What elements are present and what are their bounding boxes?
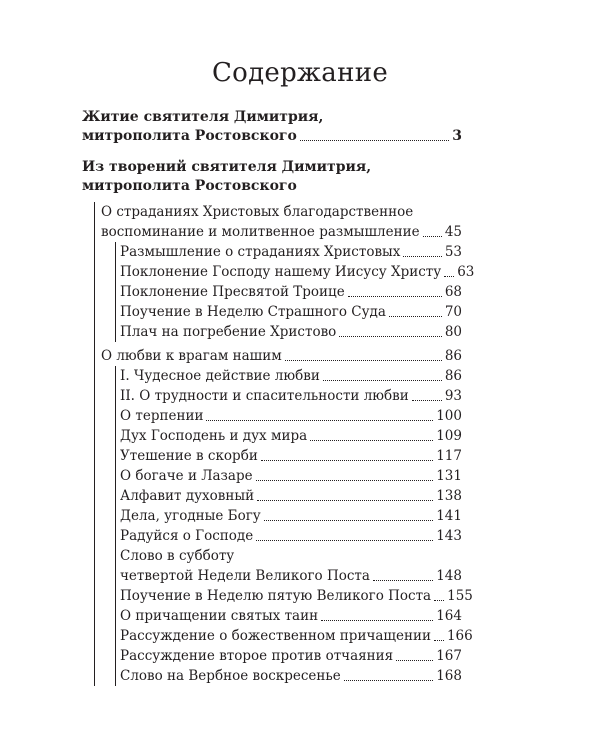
toc-entry [116,446,462,466]
toc-entry-label: Плач на погребение Христово [120,324,337,340]
dot-leader [444,276,454,277]
toc-page-number: 93 [444,388,462,404]
toc-page-number: 167 [436,648,462,664]
toc-page-number: 143 [436,528,462,544]
toc-entry-label: Поклонение Пресвятой Троице [120,284,345,300]
dot-leader [434,600,444,601]
toc-page-number: 155 [447,588,473,604]
dot-leader [257,500,433,501]
toc-entry-label: четвертой Недели Великого Поста [120,568,370,584]
toc-section-heading: Житие святителя Димитрия, [82,109,324,125]
toc-entry [116,566,462,586]
toc-section-heading: митрополита Ростовского [82,178,297,194]
toc-entry-label: Поучение в Неделю пятую Великого Поста [120,588,432,604]
toc-entry [101,346,462,366]
dot-leader [344,680,433,681]
toc-page-number: 100 [436,408,462,424]
dot-leader [348,296,442,297]
toc-group-heading: О страданиях Христовых благодарственное [101,204,414,220]
toc-entry [116,386,462,406]
toc-entry [116,322,462,342]
toc-entry-label: Радуйся о Господе [120,528,254,544]
toc-entry [116,626,473,646]
toc-page-number: 131 [436,468,462,484]
toc-entry [116,366,462,386]
toc-entry-label: воспоминание и молитвенное размышление [101,224,420,240]
dot-leader [373,580,433,581]
toc-entry-label: Рассуждение второе против отчаяния [120,648,394,664]
dot-leader [339,336,442,337]
toc-entry-label: Дух Господень и дух мира [120,428,308,444]
dot-leader [396,660,433,661]
toc-page-number: 164 [436,608,462,624]
dot-leader [261,460,433,461]
toc-subgroup-bracket [115,366,473,686]
toc-section-heading: Из творений святителя Димитрия, [82,159,372,175]
dot-leader [264,520,434,521]
toc-page-number: 68 [444,284,462,300]
toc-entry [82,127,462,146]
toc-entry [116,526,462,546]
dot-leader [256,540,433,541]
toc-entry-label: II. О трудности и спасительности любви [120,388,409,404]
toc-entry-label: Рассуждение о божественном причащении [120,628,431,644]
toc-page-number: 80 [444,324,462,340]
toc-page-number: 148 [436,568,462,584]
toc-page-number: 117 [436,448,462,464]
toc-entry [101,222,462,242]
toc-entry-label: О любви к врагам нашим [101,348,282,364]
toc-entry [116,406,462,426]
toc-entry [116,646,462,666]
toc-entry [116,262,475,282]
page-title: Содержание [211,58,389,88]
table-of-contents [82,108,475,686]
dot-leader [434,640,444,641]
toc-page-number: 45 [444,224,462,240]
toc-entry-label: О причащении святых таин [120,608,319,624]
toc-entry [116,302,462,322]
toc-page-number: 53 [444,244,462,260]
toc-entry [116,666,462,686]
dot-leader [321,620,433,621]
toc-page-number: 166 [446,628,473,644]
toc-page-number: 70 [444,304,462,320]
toc-entry-label: Дела, угодные Богу [120,508,261,524]
toc-entry [116,282,462,302]
dot-leader [256,480,434,481]
toc-entry [116,606,462,626]
toc-entry-label: Алфавит духовный [120,488,255,504]
toc-page-number: 86 [444,348,462,364]
toc-entry-label: Размышление о страданиях Христовых [120,244,401,260]
toc-entry-label: Поклонение Господу нашему Иисусу Христу [120,264,442,280]
toc-group-bracket [94,202,475,686]
toc-entry-label: О богаче и Лазаре [120,468,253,484]
dot-leader [323,380,442,381]
dot-leader [285,360,442,361]
toc-page-number: 141 [436,508,462,524]
dot-leader [206,420,433,421]
dot-leader [310,440,433,441]
toc-entry [116,486,462,506]
dot-leader [423,236,442,237]
toc-page-number: 168 [436,668,462,684]
toc-entry-label: Слово на Вербное воскресенье [120,668,341,684]
toc-entry-label: митрополита Ростовского [82,128,297,144]
toc-page-number: 138 [436,488,462,504]
dot-leader [389,316,442,317]
dot-leader [412,400,442,401]
toc-page-number: 63 [457,264,475,280]
toc-entry-label: Слово в субботу [120,548,235,564]
dot-leader [300,140,449,141]
toc-page-number: 86 [444,368,462,384]
toc-entry [116,242,462,262]
toc-entry [116,506,462,526]
toc-entry [116,586,473,606]
toc-page-number: 109 [436,428,462,444]
toc-entry-label: I. Чудесное действие любви [120,368,320,384]
toc-entry-label: Утешение в скорби [120,448,258,464]
toc-page-number: 3 [452,128,462,144]
dot-leader [403,256,441,257]
toc-entry [116,426,462,446]
toc-entry [116,466,462,486]
toc-entry-label: О терпении [120,408,204,424]
toc-entry-label: Поучение в Неделю Страшного Суда [120,304,386,320]
toc-subgroup-bracket [115,242,475,342]
